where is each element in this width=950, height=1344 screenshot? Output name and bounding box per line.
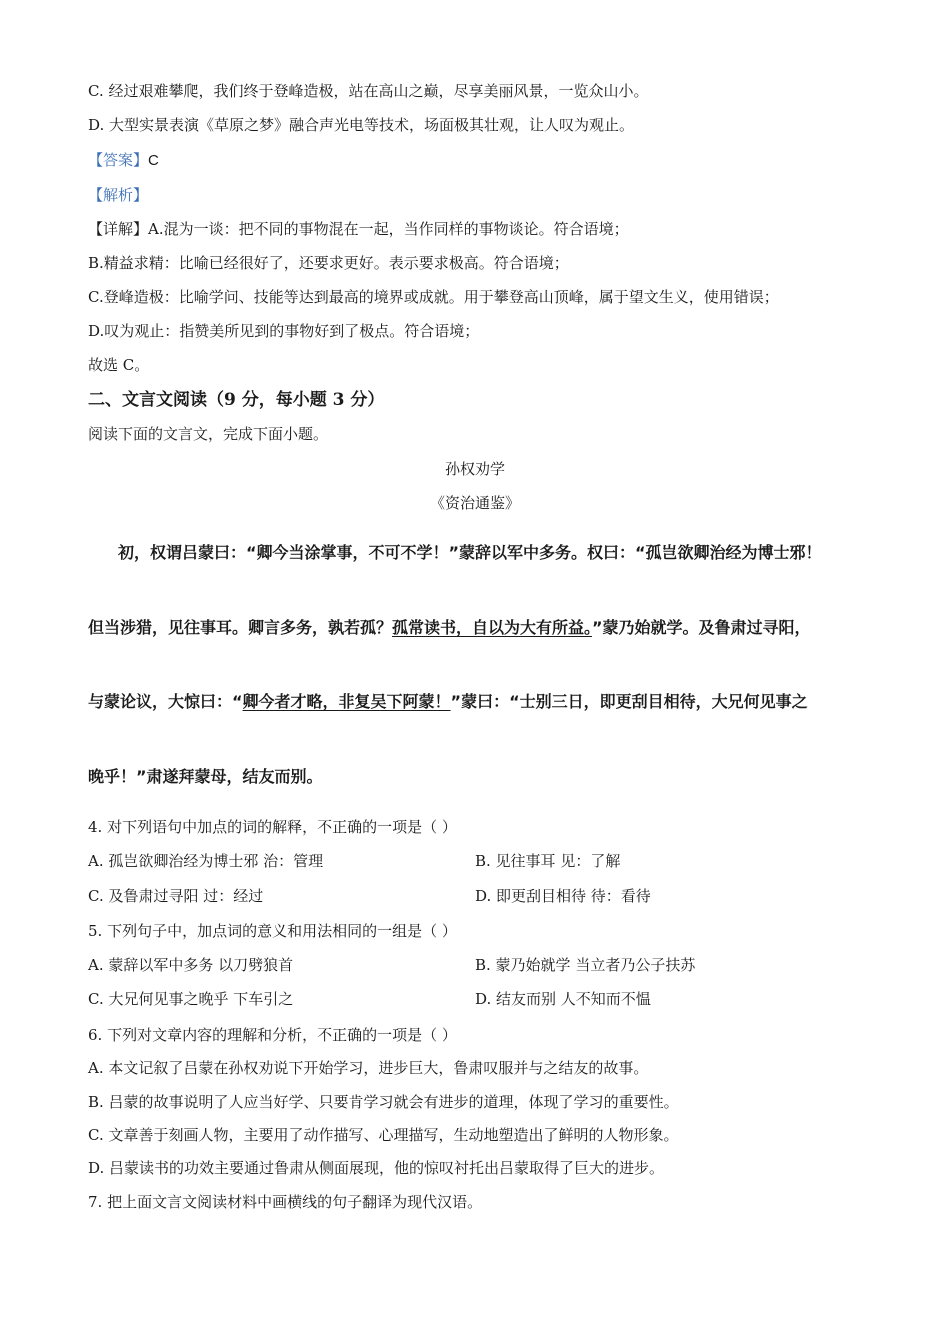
underlined-sentence-2: 卿今者才略，非复吴下阿蒙！ — [242, 692, 451, 711]
detail-b: B.精益求精：比喻已经很好了，还要求更好。表示要求极高。符合语境； — [88, 254, 569, 272]
detail-d: D.叹为观止：指赞美所见到的事物好到了极点。符合语境； — [88, 322, 480, 340]
detail-a: A.混为一谈：把不同的事物混在一起，当作同样的事物谈论。符合语境； — [148, 220, 629, 238]
q5-option-b: B. 蒙乃始就学 当立者乃公子扶苏 — [475, 956, 696, 974]
q5-stem: 5. 下列句子中，加点词的意义和用法相同的一组是（ ） — [88, 922, 457, 940]
q4-option-a: A. 孤岂欲卿治经为博士邪 治：管理 — [88, 852, 324, 870]
q4-option-d: D. 即更刮目相待 待：看待 — [475, 887, 651, 905]
analysis-label: 【解析】 — [88, 186, 149, 204]
option-c: C. 经过艰难攀爬，我们终于登峰造极，站在高山之巅，尽享美丽风景，一览众山小。 — [88, 82, 649, 100]
q4-stem: 4. 对下列语句中加点的词的解释，不正确的一项是（ ） — [88, 818, 457, 836]
q5-option-d: D. 结友而别 人不知而不愠 — [475, 990, 651, 1008]
conclusion: 故选 C。 — [88, 356, 150, 374]
q4-option-b: B. 见往事耳 见：了解 — [475, 852, 621, 870]
passage-line-1: 初，权谓吕蒙曰：“卿今当涂掌事，不可不学！”蒙辞以军中多务。权曰：“孤岂欲卿治经为博士邪！ — [118, 543, 822, 562]
answer-value: C — [148, 152, 159, 169]
instruction: 阅读下面的文言文，完成下面小题。 — [88, 425, 329, 443]
text-source: 《资治通鉴》 — [429, 494, 520, 512]
q7-stem: 7. 把上面文言文阅读材料中画横线的句子翻译为现代汉语。 — [88, 1193, 483, 1211]
q6-stem: 6. 下列对文章内容的理解和分析，不正确的一项是（ ） — [88, 1026, 457, 1044]
q6-option-d: D. 吕蒙读书的功效主要通过鲁肃从侧面展现，他的惊叹衬托出吕蒙取得了巨大的进步。 — [88, 1159, 665, 1177]
passage-line-3: 与蒙论议，大惊曰：“卿今者才略，非复吴下阿蒙！”蒙曰：“士别三日，即更刮目相待，大兄何见事之 — [88, 692, 808, 711]
passage-line-4: 晚乎！”肃遂拜蒙母，结友而别。 — [88, 767, 323, 786]
text-title: 孙权劝学 — [444, 460, 505, 478]
answer-label: 【答案】 — [88, 151, 149, 169]
detail-c: C.登峰造极：比喻学问、技能等达到最高的境界或成就。用于攀登高山顶峰，属于望文生义，使用错误； — [88, 288, 779, 306]
q6-option-c: C. 文章善于刻画人物，主要用了动作描写、心理描写，生动地塑造出了鲜明的人物形象。 — [88, 1126, 679, 1144]
underlined-sentence-1: 孤常读书，自以为大有所益。 — [392, 618, 593, 637]
q4-option-c: C. 及鲁肃过寻阳 过：经过 — [88, 887, 264, 905]
passage-line-2: 但当涉猎，见往事耳。卿言多务，孰若孤？孤常读书，自以为大有所益。”蒙乃始就学。及鲁肃过寻阳， — [88, 618, 811, 637]
detail-label: 【详解】 — [88, 220, 149, 238]
q6-option-b: B. 吕蒙的故事说明了人应当好学、只要肯学习就会有进步的道理，体现了学习的重要性。 — [88, 1093, 679, 1111]
q5-option-c: C. 大兄何见事之晚乎 下车引之 — [88, 990, 294, 1008]
option-d: D. 大型实景表演《草原之梦》融合声光电等技术，场面极其壮观，让人叹为观止。 — [88, 116, 635, 134]
q6-option-a: A. 本文记叙了吕蒙在孙权劝说下开始学习，进步巨大，鲁肃叹服并与之结友的故事。 — [88, 1059, 649, 1077]
q5-option-a: A. 蒙辞以军中多务 以刀劈狼首 — [88, 956, 294, 974]
detail-a-line — [88, 218, 629, 240]
section-heading: 二、文言文阅读（9 分，每小题 3 分） — [88, 390, 385, 410]
answer-line — [88, 149, 159, 172]
